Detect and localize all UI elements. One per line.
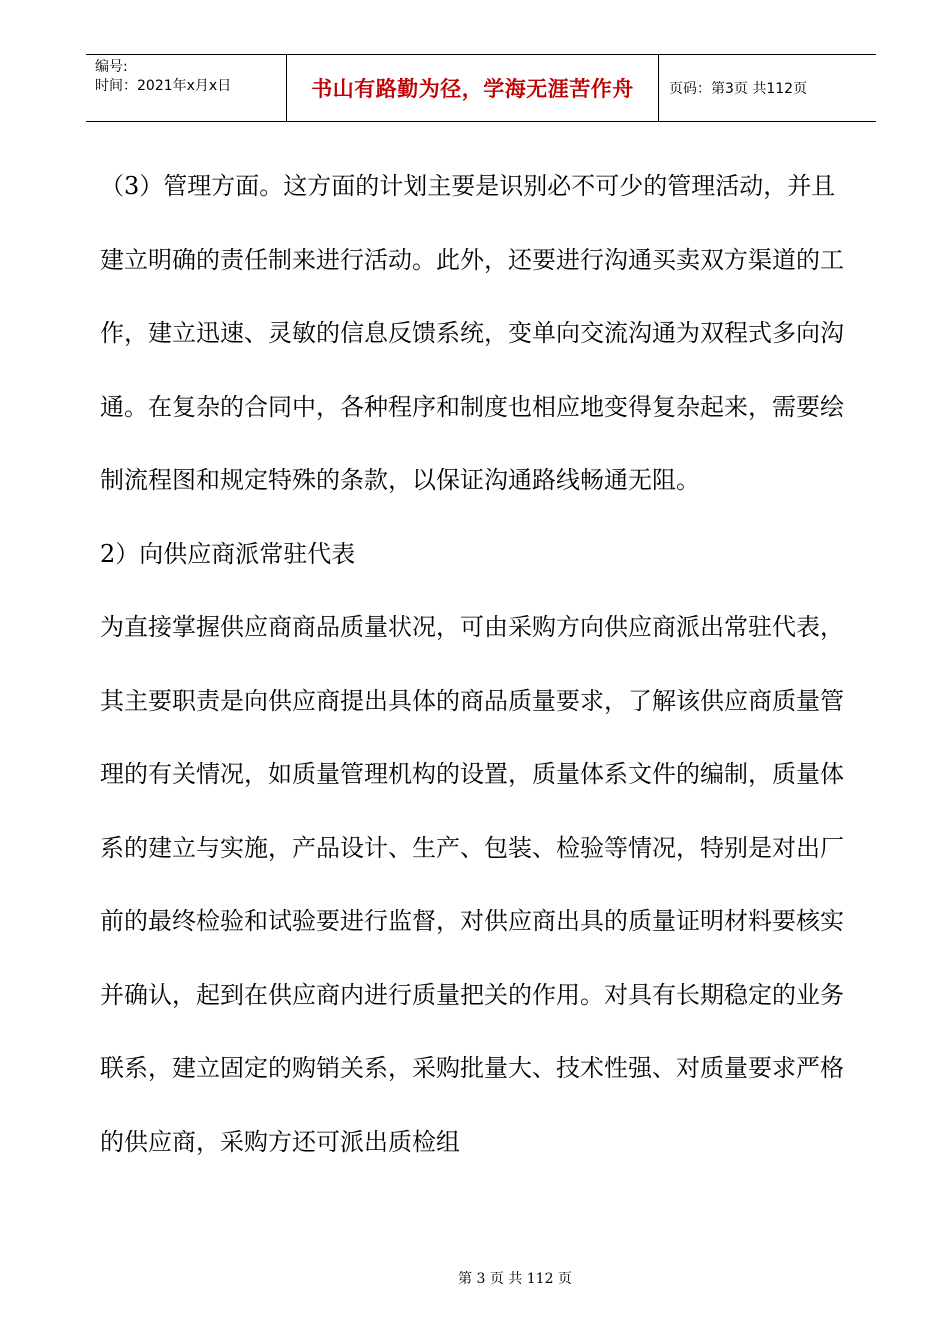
page-footer: 第 3 页 共 112 页	[458, 1271, 572, 1287]
document-body	[100, 150, 852, 1179]
document-number-label: 编号:	[95, 59, 128, 75]
header-page-info: 页码：第3页 共112页	[669, 81, 808, 97]
section-heading-resident-representative: 2）向供应商派常驻代表	[100, 539, 356, 568]
paragraph-management: （3）管理方面。这方面的计划主要是识别必不可少的管理活动，并且建立明确的责任制来进行活动。此外，还要进行沟通买卖双方渠道的工作，建立迅速、灵敏的信息反馈系统，变单向交流沟通为双程式多向沟通。在复杂的合同中，各种程序和制度也相应地变得复杂起来，需要绘制流程图和规定特殊的条款，以保证沟通路线畅通无阻。	[100, 172, 844, 494]
header-meta-cell	[86, 55, 287, 121]
paragraph-resident-representative: 为直接掌握供应商商品质量状况，可由采购方向供应商派出常驻代表，其主要职责是向供应商提出具体的商品质量要求，了解该供应商质量管理的有关情况，如质量管理机构的设置，质量体系文件的编制，质量体系的建立与实施，产品设计、生产、包装、检验等情况，特别是对出厂前的最终检验和试验要进行监督，对供应商出具的质量证明材料要核实并确认，起到在供应商内进行质量把关的作用。对具有长期稳定的业务联系，建立固定的购销关系，采购批量大、技术性强、对质量要求严格的供应商，采购方还可派出质检组	[100, 613, 844, 1156]
document-time-label: 时间：2021年x月x日	[95, 78, 232, 94]
document-header	[86, 54, 876, 122]
header-motto: 书山有路勤为径，学海无涯苦作舟	[287, 55, 659, 121]
